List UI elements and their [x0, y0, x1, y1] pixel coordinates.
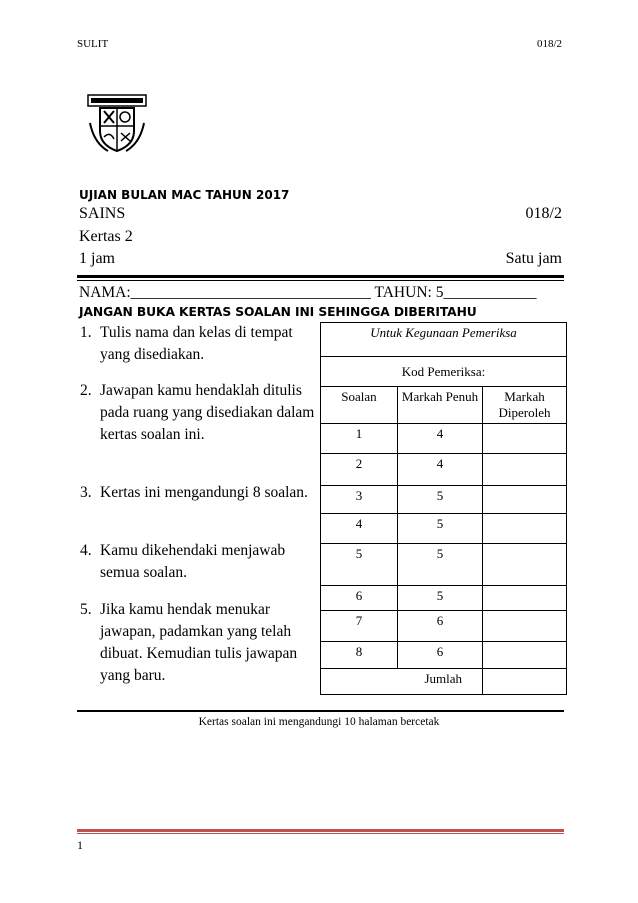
table-row	[321, 611, 567, 642]
cell-soalan: 7	[321, 611, 398, 642]
cell-penuh: 5	[398, 544, 483, 586]
page-number: 1	[77, 838, 83, 852]
total-label: Jumlah	[321, 669, 483, 695]
instruction-num: 4.	[80, 542, 92, 559]
cell-penuh: 6	[398, 642, 483, 669]
cell-diperoleh	[483, 544, 567, 586]
cell-total	[483, 669, 567, 695]
instruction-text: Jawapan kamu hendaklah ditulis pada ruang yang disediakan dalam kertas soalan ini.	[100, 382, 315, 443]
instruction-num: 5.	[80, 601, 92, 618]
instruction-text: Tulis nama dan kelas di tempat yang disediakan.	[100, 324, 293, 363]
cell-diperoleh	[483, 486, 567, 514]
cell-soalan: 1	[321, 424, 398, 454]
cell-soalan: 3	[321, 486, 398, 514]
cell-penuh: 6	[398, 611, 483, 642]
divider-thin	[77, 280, 564, 281]
cell-penuh: 5	[398, 486, 483, 514]
paper-label: Kertas 2	[79, 228, 133, 245]
footer-divider	[77, 710, 564, 712]
table-row	[321, 642, 567, 669]
cell-soalan: 5	[321, 544, 398, 586]
duration-left: 1 jam	[79, 250, 115, 267]
instruction-num: 1.	[80, 324, 92, 341]
table-title: Untuk Kegunaan Pemeriksa	[321, 323, 567, 357]
instruction-num: 2.	[80, 382, 92, 399]
col-header-penuh: Markah Penuh	[398, 387, 483, 424]
cell-diperoleh	[483, 424, 567, 454]
footer-note: Kertas soalan ini mengandungi 10 halaman bercetak	[198, 716, 440, 728]
subject-code: 018/2	[525, 205, 562, 222]
table-row	[321, 586, 567, 611]
cell-penuh: 4	[398, 424, 483, 454]
cell-soalan: 2	[321, 454, 398, 486]
col-header-diperoleh: Markah Diperoleh	[483, 387, 567, 424]
name-line: NAMA:_______________________________ TAHUN: 5____________	[79, 284, 537, 301]
table-row	[321, 544, 567, 586]
cell-soalan: 6	[321, 586, 398, 611]
header-left: SULIT	[77, 38, 109, 50]
divider-thick	[77, 275, 564, 278]
subject-name: SAINS	[79, 205, 126, 222]
instruction-text: Kamu dikehendaki menjawab semua soalan.	[100, 542, 286, 581]
page-footer-rule	[77, 829, 564, 832]
school-crest-icon	[86, 93, 148, 155]
warning-text: JANGAN BUKA KERTAS SOALAN INI SEHINGGA DIBERITAHU	[79, 305, 477, 319]
cell-soalan: 8	[321, 642, 398, 669]
cell-diperoleh	[483, 514, 567, 544]
cell-diperoleh	[483, 642, 567, 669]
instruction-num: 3.	[80, 484, 92, 501]
instruction-text: Kertas ini mengandungi 8 soalan.	[100, 484, 308, 501]
cell-penuh: 5	[398, 514, 483, 544]
cell-diperoleh	[483, 611, 567, 642]
table-row	[321, 486, 567, 514]
duration-right: Satu jam	[505, 250, 562, 267]
header-right: 018/2	[536, 38, 562, 50]
cell-soalan: 4	[321, 514, 398, 544]
col-header-soalan: Soalan	[321, 387, 398, 424]
exam-title: UJIAN BULAN MAC TAHUN 2017	[79, 188, 290, 202]
cell-diperoleh	[483, 454, 567, 486]
cell-penuh: 5	[398, 586, 483, 611]
table-row	[321, 514, 567, 544]
cell-diperoleh	[483, 586, 567, 611]
table-row	[321, 454, 567, 486]
examiner-table	[320, 322, 567, 695]
total-row	[321, 669, 567, 695]
cell-penuh: 4	[398, 454, 483, 486]
page-footer-rule-thin	[77, 833, 564, 834]
instruction-text: Jika kamu hendak menukar jawapan, padamkan yang telah dibuat. Kemudian tulis jawapan yang baru.	[100, 601, 298, 684]
kod-pemeriksa: Kod Pemeriksa:	[321, 357, 567, 387]
table-row	[321, 424, 567, 454]
